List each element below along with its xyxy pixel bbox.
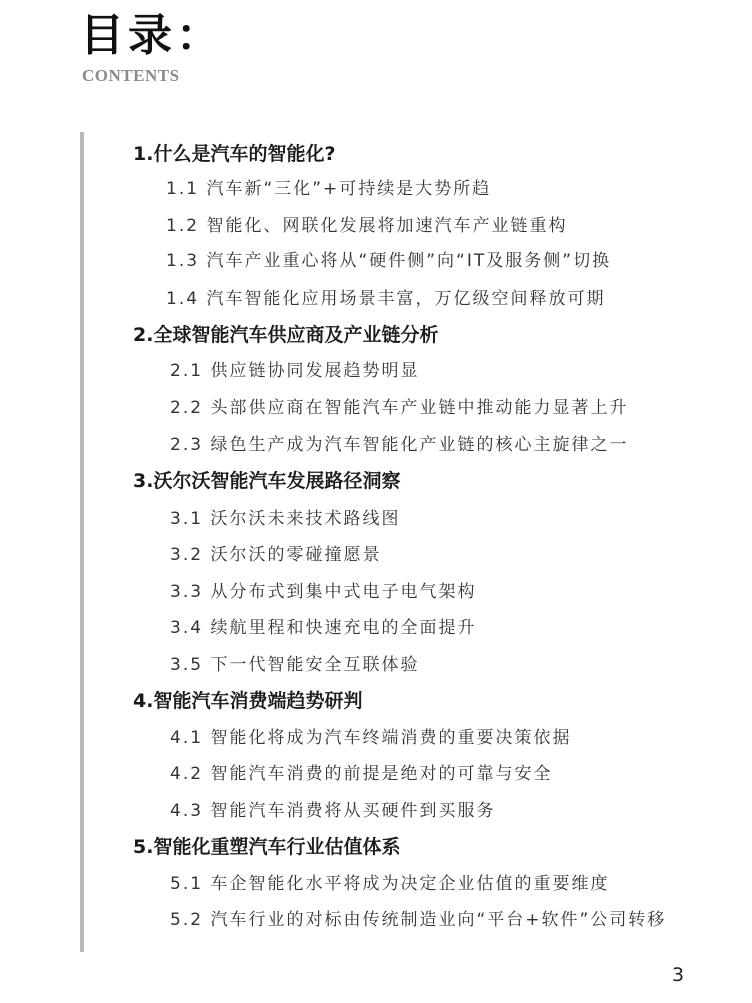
toc-item-1-1: 1.1 汽车新“三化”+可持续是大势所趋 xyxy=(166,179,492,199)
toc-item-1-2: 1.2 智能化、网联化发展将加速汽车产业链重构 xyxy=(166,216,568,236)
toc-section-1: 1.什么是汽车的智能化? xyxy=(133,143,336,165)
toc-item-5-2: 5.2 汽车行业的对标由传统制造业向“平台+软件”公司转移 xyxy=(170,910,667,930)
page-number: 3 xyxy=(672,964,685,986)
toc-section-5: 5.智能化重塑汽车行业估值体系 xyxy=(133,836,401,858)
toc-item-3-4: 3.4 续航里程和快速充电的全面提升 xyxy=(170,618,477,638)
toc-item-4-2: 4.2 智能汽车消费的前提是绝对的可靠与安全 xyxy=(170,764,553,784)
toc-item-4-3: 4.3 智能汽车消费将从买硬件到买服务 xyxy=(170,801,496,821)
toc-item-2-3: 2.3 绿色生产成为汽车智能化产业链的核心主旋律之一 xyxy=(170,435,629,455)
toc-item-2-2: 2.2 头部供应商在智能汽车产业链中推动能力显著上升 xyxy=(170,398,629,418)
toc-item-5-1: 5.1 车企智能化水平将成为决定企业估值的重要维度 xyxy=(170,874,610,894)
toc-item-3-1: 3.1 沃尔沃未来技术路线图 xyxy=(170,509,401,529)
toc-item-3-3: 3.3 从分布式到集中式电子电气架构 xyxy=(170,582,477,602)
page-subtitle: CONTENTS xyxy=(82,66,180,85)
toc-section-2: 2.全球智能汽车供应商及产业链分析 xyxy=(133,324,439,346)
toc-section-4: 4.智能汽车消费端趋势研判 xyxy=(133,690,363,712)
toc-divider-bar xyxy=(80,132,84,952)
toc-item-4-1: 4.1 智能化将成为汽车终端消费的重要决策依据 xyxy=(170,728,572,748)
toc-item-1-4: 1.4 汽车智能化应用场景丰富，万亿级空间释放可期 xyxy=(166,289,606,309)
toc-section-3: 3.沃尔沃智能汽车发展路径洞察 xyxy=(133,470,401,492)
page-title: 目录： xyxy=(80,10,224,61)
toc-item-2-1: 2.1 供应链协同发展趋势明显 xyxy=(170,361,420,381)
toc-item-3-5: 3.5 下一代智能安全互联体验 xyxy=(170,655,420,675)
toc-item-1-3: 1.3 汽车产业重心将从“硬件侧”向“IT及服务侧”切换 xyxy=(166,251,612,271)
toc-item-3-2: 3.2 沃尔沃的零碰撞愿景 xyxy=(170,545,382,565)
